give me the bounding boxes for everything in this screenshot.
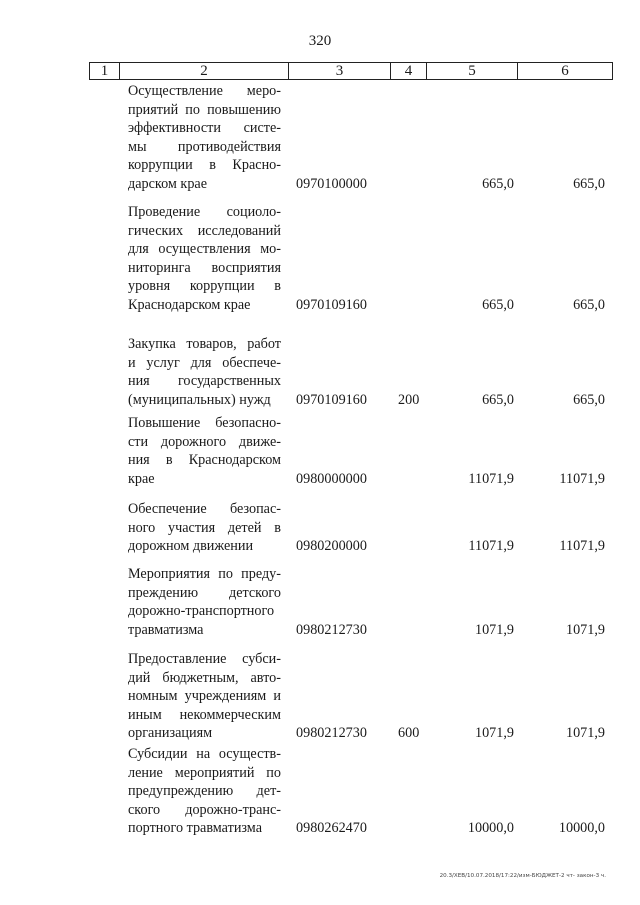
- description-line: Субсидии на осуществ-: [128, 746, 281, 762]
- description-line: дорожно-транспортного: [128, 603, 275, 620]
- column-header: 1: [90, 63, 120, 79]
- target-article-code: 0970100000: [296, 176, 367, 192]
- description-line: ния государственных: [128, 373, 281, 390]
- target-article-code: 0980212730: [296, 621, 367, 638]
- description-line: организациям: [128, 725, 213, 742]
- description-line: Проведение социоло-: [128, 204, 281, 220]
- description-line: для осуществления мо-: [128, 241, 281, 258]
- column-header: 2: [120, 63, 289, 79]
- amount-column-6: 1071,9: [565, 621, 605, 638]
- amount-column-5: 11071,9: [468, 538, 514, 555]
- column-header: 6: [561, 63, 569, 79]
- page-number: 320: [308, 33, 332, 49]
- amount-column-6: 1071,9: [565, 725, 605, 742]
- description-line: (муниципальных) нужд: [128, 391, 271, 408]
- table-header: [89, 62, 613, 80]
- description-line: номным учреждениям и: [128, 688, 281, 705]
- description-line: мы противодействия: [128, 138, 281, 155]
- expense-type-code: 200: [398, 391, 420, 408]
- amount-column-5: 665,0: [482, 176, 514, 192]
- description-line: приятий по повышению: [128, 101, 281, 118]
- row-description: [128, 565, 281, 639]
- description-line: ного участия детей в: [128, 519, 281, 536]
- target-article-code: 0980200000: [296, 538, 367, 555]
- target-article-code: 0980212730: [296, 725, 367, 742]
- amount-column-5: 10000,0: [467, 820, 514, 837]
- target-article-code: 0970109160: [296, 297, 367, 313]
- description-line: Предоставление субси-: [128, 651, 281, 667]
- row-description: [128, 745, 281, 838]
- description-line: и услуг для обеспече-: [128, 354, 281, 371]
- description-line: дий бюджетным, авто-: [128, 669, 281, 686]
- row-description: [128, 500, 281, 556]
- description-line: ление мероприятий по: [128, 764, 281, 781]
- amount-column-6: 665,0: [573, 391, 605, 408]
- description-line: травматизма: [128, 621, 204, 638]
- column-header: 5: [427, 63, 518, 79]
- description-line: преждению детского: [128, 584, 281, 601]
- description-line: ского дорожно-транс-: [128, 801, 281, 818]
- column-header: 4: [391, 63, 427, 79]
- description-line: крае: [128, 470, 155, 487]
- row-description: [128, 650, 281, 743]
- description-line: дорожном движении: [128, 538, 254, 555]
- description-line: ниторинга восприятия: [128, 259, 281, 276]
- print-footer-stamp: 20.3/ХЕВ/10.07.2018/17:22/изм-БЮДЖЕТ-2 чт- закон-3 ч.: [439, 873, 606, 879]
- target-article-code: 0980000000: [296, 470, 367, 487]
- description-line: предупреждению дет-: [128, 783, 281, 800]
- column-header: 3: [289, 63, 391, 79]
- description-line: Обеспечение безопас-: [128, 501, 281, 517]
- row-description: [128, 335, 281, 409]
- amount-column-5: 665,0: [482, 297, 514, 313]
- description-line: Осуществление меро-: [128, 83, 281, 99]
- amount-column-5: 665,0: [482, 391, 514, 408]
- description-line: портного травматизма: [128, 820, 262, 837]
- target-article-code: 0970109160: [296, 391, 367, 408]
- description-line: Краснодарском крае: [128, 296, 251, 313]
- description-line: сти дорожного движе-: [128, 433, 281, 450]
- amount-column-6: 11071,9: [559, 538, 605, 555]
- row-description: [128, 414, 281, 488]
- row-description: [128, 82, 281, 194]
- amount-column-5: 1071,9: [474, 725, 514, 742]
- description-line: Повышение безопасно-: [128, 415, 281, 431]
- amount-column-6: 665,0: [573, 176, 605, 192]
- amount-column-6: 665,0: [573, 297, 605, 313]
- expense-type-code: 600: [398, 725, 420, 742]
- description-line: дарском крае: [128, 175, 208, 192]
- amount-column-6: 11071,9: [559, 470, 605, 487]
- amount-column-5: 1071,9: [474, 621, 514, 638]
- description-line: Закупка товаров, работ: [128, 336, 281, 352]
- target-article-code: 0980262470: [296, 820, 367, 837]
- description-line: гических исследований: [128, 222, 281, 239]
- description-line: Мероприятия по преду-: [128, 566, 281, 582]
- description-line: ния в Краснодарском: [128, 452, 281, 469]
- description-line: эффективности систе-: [128, 120, 281, 137]
- amount-column-6: 10000,0: [558, 820, 605, 837]
- description-line: уровня коррупции в: [128, 278, 281, 295]
- row-description: [128, 203, 281, 315]
- description-line: коррупции в Красно-: [128, 157, 281, 174]
- amount-column-5: 11071,9: [468, 470, 514, 487]
- description-line: иным некоммерческим: [128, 706, 281, 723]
